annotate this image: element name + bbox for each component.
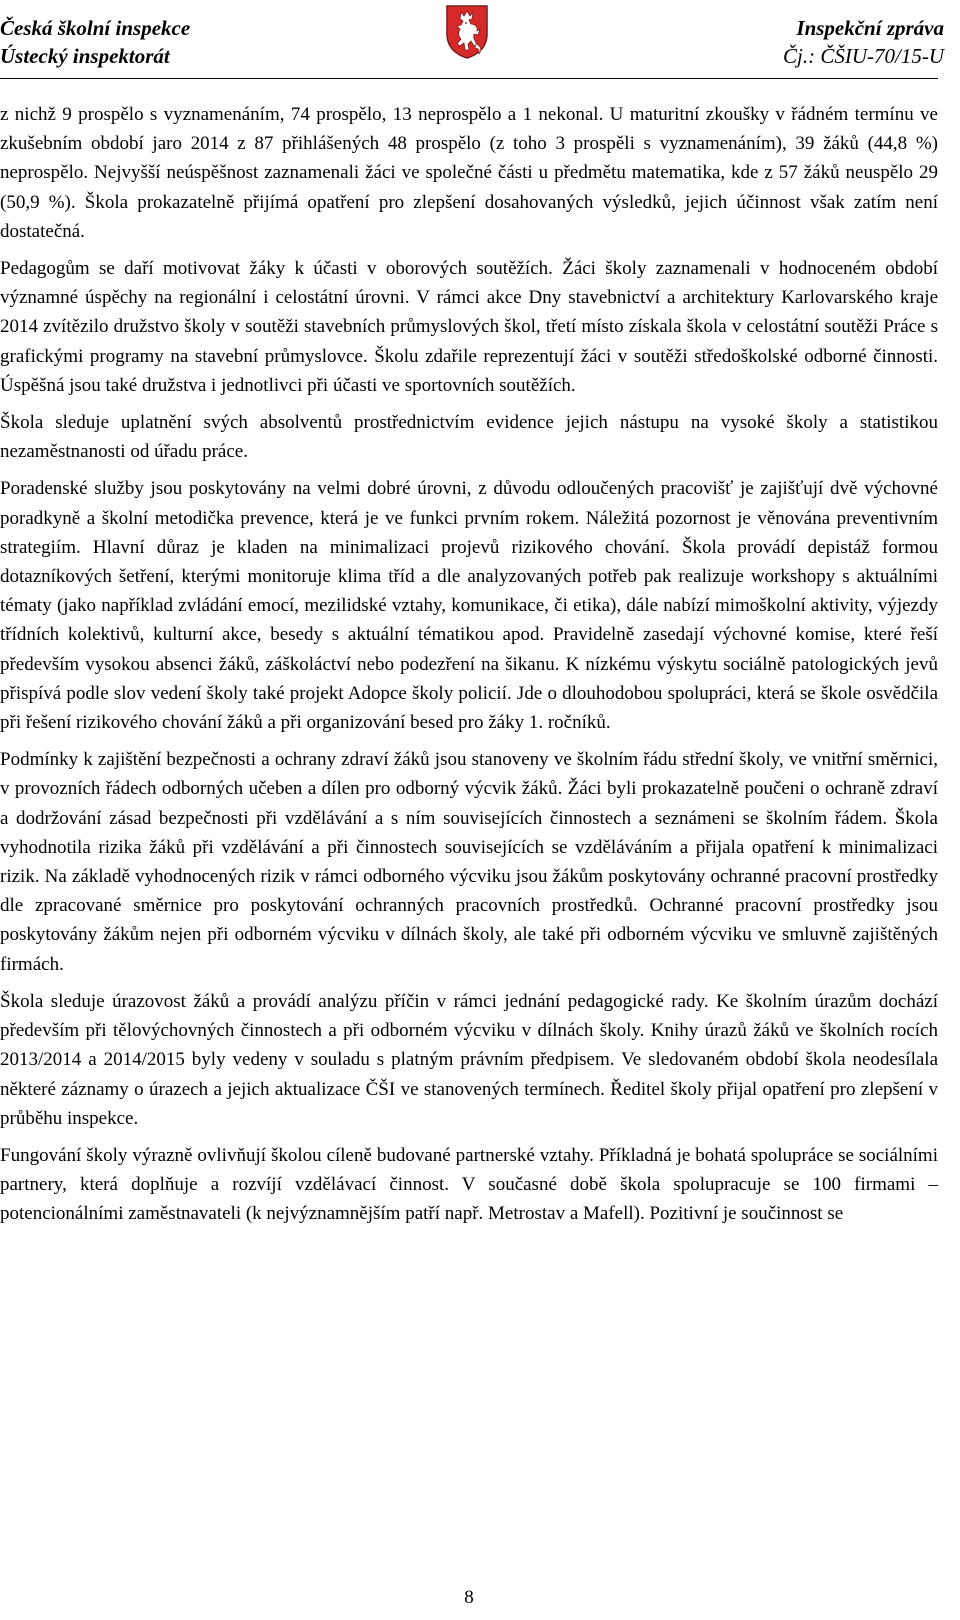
paragraph-injuries: Škola sleduje úrazovost žáků a provádí analýzu příčin v rámci jednání pedagogické rady. Ke školním úrazům dochází především při tělovýchovných činnostech a při odborném výcviku v dílnách školy. Knihy úrazů žáků ve školních rocích 2013/2014 a 2014/2015 byly vedeny v souladu s platným právním předpisem. Ve sledovaném období škola neodesílala některé záznamy o úrazech a jejich aktualizace ČŠI ve stanovených termínech. Ředitel školy přijal opatření pro zlepšení v průběhu inspekce. bbox=[0, 990, 938, 1129]
paragraph-competitions: Pedagogům se daří motivovat žáky k účasti v oborových soutěžích. Žáci školy zaznamenali v hodnoceném období významné úspěchy na regionální i celostátní úrovni. V rámci akce Dny stavebnictví a architektury Karlovarského kraje 2014 zvítězilo družstvo školy v soutěži stavebních průmyslových škol, třetí místo získala škola v celostátní soutěži Práce s grafickými programy na stavební průmyslovce. Školu zdařile reprezentují žáci v soutěži středoškolské odborné činnosti. Úspěšná jsou také družstva i jednotlivci při účasti ve sportovních soutěžích. bbox=[0, 258, 938, 396]
paragraph-counseling: Poradenské služby jsou poskytovány na velmi dobré úrovni, z důvodu odloučených pracovišť je zajišťují dvě výchovné poradkyně a školní metodička prevence, která je ve funkci prvním rokem. Náležitá pozornost je věnována preventivním strategiím. Hlavní důraz je kladen na minimalizaci projevů rizikového chování. Škola provádí depistáž formou dotazníkových šetření, kterými monitoruje klima tříd a dle analyzovaných potřeb pak realizuje workshopy s aktuálními tématy (jako například zvládání emocí, mezilidské vztahy, komunikace, či etika), dále nabízí mimoškolní aktivity, výjezdy třídních kolektivů, kulturní akce, besedy s aktuální tématikou apod. Pravidelně zasedají výchovné komise, které řeší především vysokou absenci žáků, záškoláctví nebo podezření na šikanu. K nízkému výskytu sociálně patologických jevů přispívá podle slov vedení školy také projekt Adopce školy policií. Jde o dlouhodobou spolupráci, která se škole osvědčila při řešení rizikového chování žáků a při organizování besed pro žáky 1. ročníků. bbox=[0, 478, 938, 734]
header-reference-number: Čj.: ČŠIU-70/15-U bbox=[783, 44, 944, 68]
paragraph-partnerships: Fungování školy výrazně ovlivňují školou cíleně budované partnerské vztahy. Příkladná je bohatá spolupráce se sociálními partnery, která doplňuje a rozvíjí vzdělávací činnost. V současné době škola spolupracuje se 100 firmami – potencionálními zaměstnavateli (k nejvýznamnějším patří např. Metrostav a Mafell). Pozitivní je součinnost se bbox=[0, 1144, 938, 1225]
header-document-info bbox=[783, 14, 944, 70]
page-number: 8 bbox=[464, 1587, 474, 1608]
report-body bbox=[0, 100, 938, 1237]
header-org-name: Česká školní inspekce bbox=[0, 16, 191, 40]
paragraph-graduates: Škola sleduje uplatnění svých absolventů prostřednictvím evidence jejich nástupu na vysoké školy a statistikou nezaměstnanosti od úřadu práce. bbox=[0, 412, 938, 463]
header-divider bbox=[0, 78, 938, 79]
header-organization bbox=[0, 14, 190, 70]
coat-of-arms-icon bbox=[445, 4, 489, 60]
header-org-unit: Ústecký inspektorát bbox=[0, 44, 170, 68]
paragraph-exam-results: z nichž 9 prospělo s vyznamenáním, 74 prospělo, 13 neprospělo a 1 nekonal. U maturitní zkoušky v řádném termínu ve zkušebním období jaro 2014 z 87 přihlášených 48 prospělo (z toho 3 prospěli s vyznamenáním), 39 žáků (44,8 %) neprospělo. Nejvyšší neúspěšnost zaznamenali žáci ve společné části u předmětu matematika, kde z 57 žáků neuspělo 29 (50,9 %). Škola prokazatelně přijímá opatření pro zlepšení dosahovaných výsledků, jejich účinnost však zatím není dostatečná. bbox=[0, 104, 938, 242]
paragraph-safety: Podmínky k zajištění bezpečnosti a ochrany zdraví žáků jsou stanoveny ve školním řádu střední školy, ve vnitřní směrnici, v provozních řádech odborných učeben a dílen pro odborný výcvik žáků. Žáci byli prokazatelně poučeni o ochraně zdraví a dodržování zásad bezpečnosti při vzdělávání a s ním souvisejících činnostech a seznámeni se školním řádem. Škola vyhodnotila rizika žáků při vzdělávání a při činnostech souvisejících se vzděláváním a přijala opatření k minimalizaci rizik. Na základě vyhodnocených rizik v rámci odborného výcviku jsou žákům poskytovány ochranné pracovní prostředky dle zpracované směrnice pro poskytování ochranných pracovních prostředků. Ochranné pracovní prostředky jsou poskytovány žákům nejen při odborném výcviku v dílnách školy, ale také při odborném výcviku ve smluvně zajištěných firmách. bbox=[0, 749, 938, 975]
page-header bbox=[0, 0, 960, 92]
header-document-title: Inspekční zpráva bbox=[796, 16, 944, 40]
